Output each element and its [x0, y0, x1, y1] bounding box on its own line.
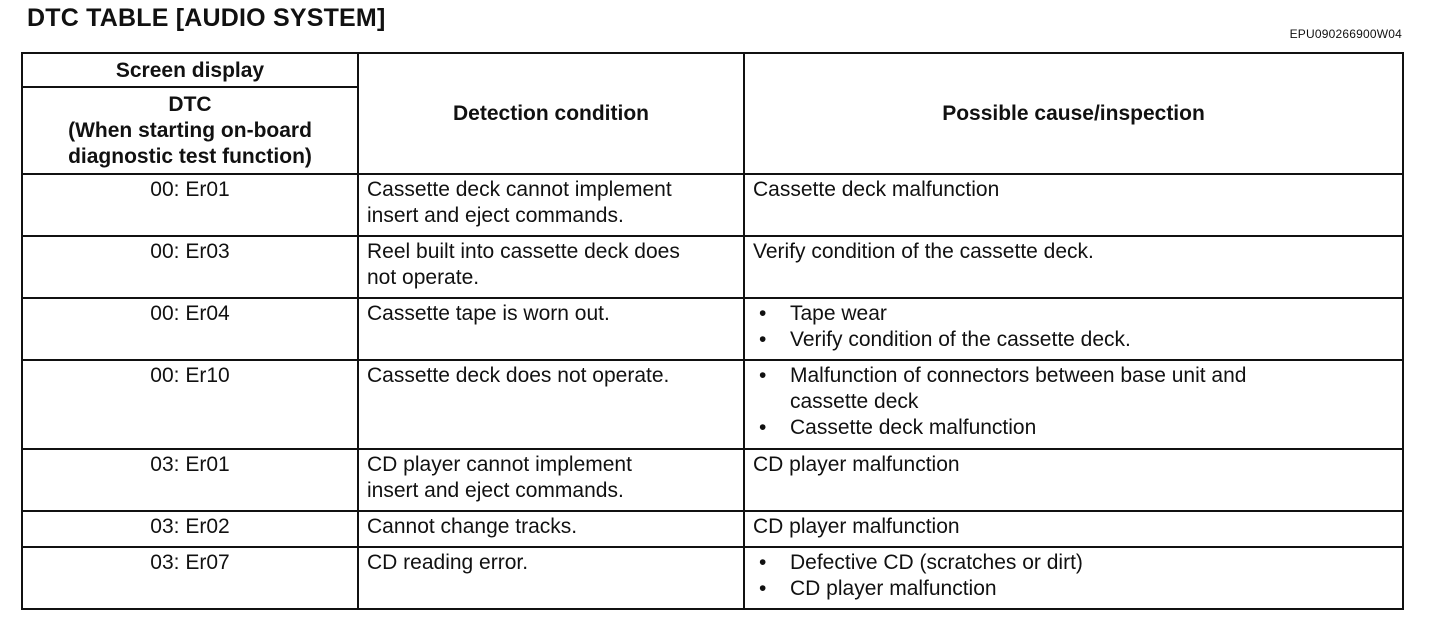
dtc-code: 00: Er01 — [22, 174, 358, 236]
table-row — [22, 298, 1403, 360]
possible-cause: Cassette deck malfunction — [744, 174, 1403, 236]
possible-cause: CD player malfunction — [744, 449, 1403, 511]
bullet-icon: • — [759, 577, 767, 600]
header-dtc — [22, 87, 358, 174]
detection-condition — [358, 449, 744, 511]
cause-list — [753, 363, 1394, 441]
dtc-code: 00: Er10 — [22, 360, 358, 449]
detection-condition — [358, 298, 744, 360]
table-row — [22, 236, 1403, 298]
condition-line: insert and eject commands. — [367, 479, 624, 502]
cause-list-item — [759, 363, 1394, 415]
possible-cause — [744, 360, 1403, 449]
cause-list-item — [759, 576, 1394, 602]
cause-text: Cassette deck malfunction — [790, 416, 1037, 439]
possible-cause: CD player malfunction — [744, 511, 1403, 547]
table-row — [22, 449, 1403, 511]
header-dtc-sub-2: diagnostic test function) — [68, 144, 312, 168]
bullet-icon: • — [759, 551, 767, 574]
detection-condition — [358, 511, 744, 547]
cause-text: CD player malfunction — [790, 577, 997, 600]
dtc-code: 00: Er04 — [22, 298, 358, 360]
condition-line: Cassette deck does not operate. — [367, 364, 670, 387]
header-dtc-sub-1: (When starting on-board — [68, 118, 312, 142]
header-detection-condition: Detection condition — [358, 53, 744, 174]
condition-line: Reel built into cassette deck does — [367, 240, 680, 263]
page-title: DTC TABLE [AUDIO SYSTEM] — [27, 4, 386, 32]
dtc-code: 03: Er02 — [22, 511, 358, 547]
cause-text: Defective CD (scratches or dirt) — [790, 551, 1083, 574]
table-row — [22, 360, 1403, 449]
dtc-code: 00: Er03 — [22, 236, 358, 298]
dtc-code: 03: Er01 — [22, 449, 358, 511]
table-row — [22, 174, 1403, 236]
cause-text: Verify condition of the cassette deck. — [790, 328, 1131, 351]
bullet-icon: • — [759, 302, 767, 325]
cause-text: Malfunction of connectors between base unit and — [790, 364, 1247, 387]
cause-list — [753, 550, 1394, 602]
condition-line: CD player cannot implement — [367, 453, 632, 476]
bullet-icon: • — [759, 416, 767, 439]
cause-list-item — [759, 550, 1394, 576]
bullet-icon: • — [759, 328, 767, 351]
cause-text-continued: cassette deck — [790, 390, 919, 413]
cause-list-item — [759, 327, 1394, 353]
possible-cause — [744, 298, 1403, 360]
detection-condition — [358, 174, 744, 236]
header-possible-cause: Possible cause/inspection — [744, 53, 1403, 174]
detection-condition — [358, 236, 744, 298]
condition-line: not operate. — [367, 266, 480, 289]
document-id: EPU090266900W04 — [1289, 27, 1402, 41]
detection-condition — [358, 547, 744, 609]
dtc-code: 03: Er07 — [22, 547, 358, 609]
condition-line: Cassette tape is worn out. — [367, 302, 610, 325]
detection-condition — [358, 360, 744, 449]
dtc-table — [21, 52, 1404, 610]
possible-cause — [744, 547, 1403, 609]
cause-text: Tape wear — [790, 302, 887, 325]
cause-list-item — [759, 415, 1394, 441]
condition-line: Cannot change tracks. — [367, 515, 578, 538]
condition-line: insert and eject commands. — [367, 204, 624, 227]
table-row — [22, 547, 1403, 609]
header-dtc-label: DTC — [168, 92, 212, 116]
table-row — [22, 511, 1403, 547]
cause-list-item — [759, 301, 1394, 327]
header-row-1 — [22, 53, 1403, 87]
header-screen-display: Screen display — [22, 53, 358, 87]
cause-list — [753, 301, 1394, 353]
bullet-icon: • — [759, 364, 767, 387]
possible-cause: Verify condition of the cassette deck. — [744, 236, 1403, 298]
condition-line: CD reading error. — [367, 551, 529, 574]
condition-line: Cassette deck cannot implement — [367, 178, 672, 201]
